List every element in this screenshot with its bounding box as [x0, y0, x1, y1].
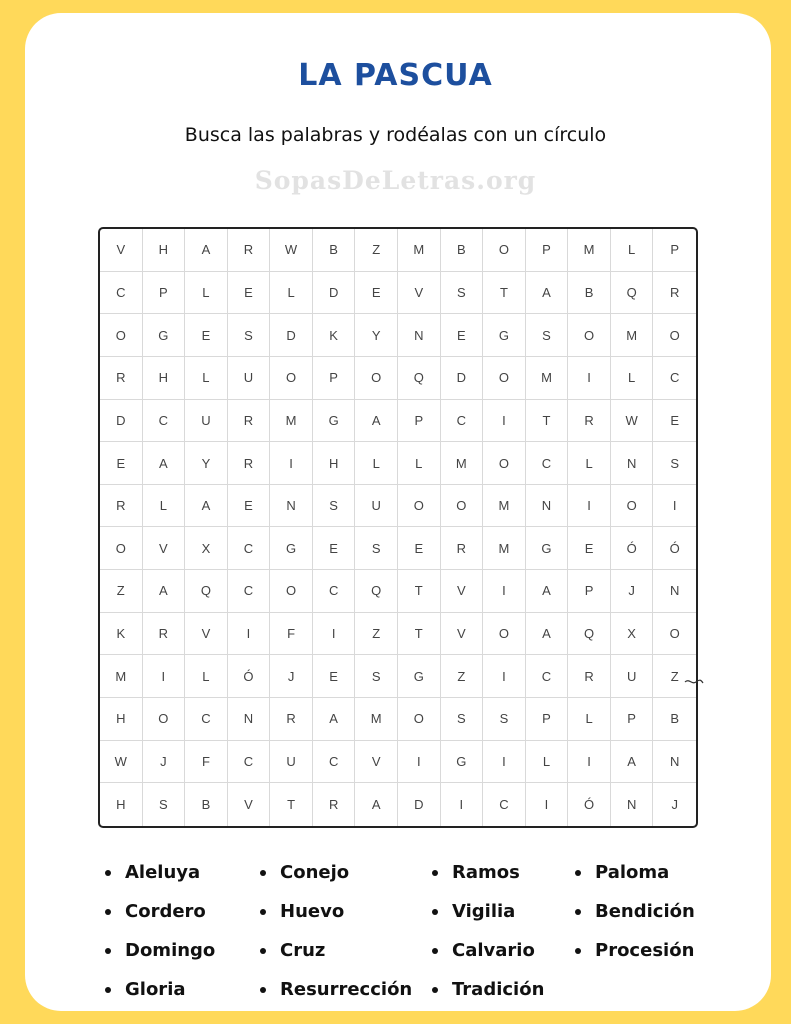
grid-cell[interactable]: P: [526, 698, 569, 741]
grid-cell[interactable]: E: [568, 527, 611, 570]
grid-cell[interactable]: Q: [185, 570, 228, 613]
grid-cell[interactable]: M: [483, 527, 526, 570]
grid-cell[interactable]: K: [100, 613, 143, 656]
grid-cell[interactable]: D: [398, 783, 441, 826]
grid-cell[interactable]: X: [611, 613, 654, 656]
grid-cell[interactable]: P: [653, 229, 696, 272]
grid-cell[interactable]: S: [483, 698, 526, 741]
bullet-icon: [575, 870, 581, 876]
grid-cell[interactable]: R: [568, 655, 611, 698]
grid-cell[interactable]: C: [313, 570, 356, 613]
grid-cell[interactable]: T: [270, 783, 313, 826]
grid-cell[interactable]: I: [143, 655, 186, 698]
grid-cell[interactable]: I: [483, 400, 526, 443]
grid-cell[interactable]: R: [143, 613, 186, 656]
grid-cell[interactable]: A: [143, 570, 186, 613]
grid-cell[interactable]: K: [313, 314, 356, 357]
word-label: Domingo: [125, 940, 216, 961]
grid-cell[interactable]: C: [526, 442, 569, 485]
word-column: [575, 853, 695, 970]
grid-cell[interactable]: J: [143, 741, 186, 784]
bullet-icon: [260, 870, 266, 876]
grid-cell[interactable]: L: [568, 698, 611, 741]
grid-cell[interactable]: S: [228, 314, 271, 357]
word-label: Cordero: [125, 901, 206, 922]
grid-cell[interactable]: S: [441, 272, 484, 315]
grid-cell[interactable]: I: [483, 655, 526, 698]
grid-cell[interactable]: C: [228, 741, 271, 784]
grid-cell[interactable]: Q: [568, 613, 611, 656]
word-item: [432, 931, 544, 970]
grid-cell[interactable]: P: [526, 229, 569, 272]
bullet-icon: [105, 870, 111, 876]
grid-cell[interactable]: W: [611, 400, 654, 443]
word-item: [575, 892, 695, 931]
grid-cell[interactable]: M: [526, 357, 569, 400]
word-column: [432, 853, 544, 1009]
page-title: LA PASCUA: [298, 58, 493, 93]
grid-cell[interactable]: N: [398, 314, 441, 357]
grid-cell[interactable]: H: [100, 783, 143, 826]
word-item: [260, 853, 412, 892]
grid-cell[interactable]: I: [568, 357, 611, 400]
grid-cell[interactable]: N: [653, 570, 696, 613]
bullet-icon: [260, 909, 266, 915]
word-item: [260, 931, 412, 970]
grid-cell[interactable]: G: [441, 741, 484, 784]
grid-cell[interactable]: W: [270, 229, 313, 272]
word-label: Calvario: [452, 940, 535, 961]
grid-cell[interactable]: C: [483, 783, 526, 826]
grid-cell[interactable]: D: [100, 400, 143, 443]
grid-cell[interactable]: I: [568, 485, 611, 528]
grid-cell[interactable]: J: [611, 570, 654, 613]
grid-cell[interactable]: V: [441, 570, 484, 613]
grid-cell[interactable]: E: [313, 655, 356, 698]
grid-cell[interactable]: G: [270, 527, 313, 570]
grid-cell[interactable]: Z: [355, 229, 398, 272]
grid-cell[interactable]: M: [270, 400, 313, 443]
grid-cell[interactable]: I: [313, 613, 356, 656]
grid-cell[interactable]: L: [270, 272, 313, 315]
grid-cell[interactable]: R: [228, 400, 271, 443]
grid-cell[interactable]: L: [185, 655, 228, 698]
word-column: [105, 853, 215, 1009]
grid-cell[interactable]: B: [441, 229, 484, 272]
bullet-icon: [432, 909, 438, 915]
grid-cell[interactable]: C: [100, 272, 143, 315]
grid-cell[interactable]: H: [100, 698, 143, 741]
word-label: Cruz: [280, 940, 326, 961]
grid-cell[interactable]: C: [526, 655, 569, 698]
grid-cell[interactable]: C: [228, 527, 271, 570]
grid-cell[interactable]: T: [483, 272, 526, 315]
grid-cell[interactable]: M: [355, 698, 398, 741]
grid-cell[interactable]: A: [526, 570, 569, 613]
watermark: SopasDeLetras.org: [254, 166, 537, 195]
grid-cell[interactable]: U: [611, 655, 654, 698]
grid-cell[interactable]: E: [228, 485, 271, 528]
grid-cell[interactable]: O: [568, 314, 611, 357]
grid-cell[interactable]: R: [568, 400, 611, 443]
word-item: [432, 892, 544, 931]
bullet-icon: [575, 948, 581, 954]
grid-cell[interactable]: M: [100, 655, 143, 698]
grid-cell[interactable]: J: [270, 655, 313, 698]
grid-cell[interactable]: C: [653, 357, 696, 400]
grid-cell[interactable]: V: [228, 783, 271, 826]
bullet-icon: [432, 870, 438, 876]
grid-cell[interactable]: L: [143, 485, 186, 528]
grid-cell[interactable]: R: [270, 698, 313, 741]
grid-cell[interactable]: I: [441, 783, 484, 826]
grid-cell[interactable]: C: [441, 400, 484, 443]
grid-cell[interactable]: O: [270, 357, 313, 400]
grid-cell[interactable]: U: [270, 741, 313, 784]
grid-cell[interactable]: W: [100, 741, 143, 784]
grid-cell[interactable]: O: [653, 314, 696, 357]
grid-cell[interactable]: A: [526, 613, 569, 656]
grid-cell[interactable]: N: [228, 698, 271, 741]
grid-cell[interactable]: V: [398, 272, 441, 315]
grid-cell[interactable]: R: [228, 229, 271, 272]
grid-cell[interactable]: A: [355, 400, 398, 443]
grid-cell[interactable]: C: [185, 698, 228, 741]
grid-cell[interactable]: I: [653, 485, 696, 528]
word-item: [432, 853, 544, 892]
grid-cell[interactable]: I: [398, 741, 441, 784]
grid-cell[interactable]: G: [313, 400, 356, 443]
grid-cell[interactable]: Ó: [653, 527, 696, 570]
grid-cell[interactable]: Y: [355, 314, 398, 357]
grid-cell[interactable]: P: [611, 698, 654, 741]
grid-cell[interactable]: E: [441, 314, 484, 357]
grid-cell[interactable]: R: [653, 272, 696, 315]
bullet-icon: [432, 948, 438, 954]
grid-cell[interactable]: E: [100, 442, 143, 485]
grid-cell[interactable]: S: [441, 698, 484, 741]
grid-cell[interactable]: F: [185, 741, 228, 784]
grid-cell[interactable]: L: [185, 357, 228, 400]
grid-cell[interactable]: E: [313, 527, 356, 570]
grid-cell[interactable]: A: [313, 698, 356, 741]
grid-cell[interactable]: S: [313, 485, 356, 528]
grid-cell[interactable]: A: [185, 229, 228, 272]
grid-cell[interactable]: J: [671, 797, 678, 813]
grid-cell[interactable]: O: [483, 229, 526, 272]
grid-cell[interactable]: I: [228, 613, 271, 656]
bullet-icon: [105, 948, 111, 954]
grid-cell[interactable]: O: [270, 570, 313, 613]
grid-cell[interactable]: I: [568, 741, 611, 784]
grid-cell[interactable]: S: [143, 783, 186, 826]
grid-cell[interactable]: L: [526, 741, 569, 784]
word-label: Resurrección: [280, 979, 413, 1000]
grid-cell[interactable]: T: [398, 570, 441, 613]
grid-cell[interactable]: O: [483, 613, 526, 656]
word-item: [432, 970, 544, 1009]
word-label: Tradición: [452, 979, 545, 1000]
letter-grid: [98, 227, 698, 828]
grid-cell[interactable]: X: [185, 527, 228, 570]
grid-cell[interactable]: F: [270, 613, 313, 656]
grid-cell[interactable]: L: [611, 229, 654, 272]
word-item: [575, 931, 695, 970]
grid-cell[interactable]: P: [313, 357, 356, 400]
grid-cell[interactable]: O: [483, 357, 526, 400]
grid-cell[interactable]: N: [526, 485, 569, 528]
grid-cell[interactable]: L: [355, 442, 398, 485]
grid-cell[interactable]: V: [143, 527, 186, 570]
bullet-icon: [260, 948, 266, 954]
grid-cell[interactable]: D: [441, 357, 484, 400]
grid-cell[interactable]: Z: [100, 570, 143, 613]
word-list: [105, 853, 755, 1013]
grid-cell[interactable]: O: [483, 442, 526, 485]
grid-cell[interactable]: B: [568, 272, 611, 315]
grid-cell[interactable]: S: [526, 314, 569, 357]
word-item: [575, 853, 695, 892]
grid-cell[interactable]: A: [185, 485, 228, 528]
grid-cell[interactable]: N: [270, 485, 313, 528]
grid-cell[interactable]: G: [526, 527, 569, 570]
word-item: [105, 853, 215, 892]
grid-cell[interactable]: E: [228, 272, 271, 315]
grid-cell[interactable]: B: [653, 698, 696, 741]
word-label: Procesión: [595, 940, 695, 961]
grid-cell[interactable]: M: [483, 485, 526, 528]
bullet-icon: [105, 987, 111, 993]
grid-cell[interactable]: H: [313, 442, 356, 485]
grid-cell[interactable]: E: [355, 272, 398, 315]
grid-cell[interactable]: M: [568, 229, 611, 272]
grid-cell[interactable]: A: [355, 783, 398, 826]
grid-cell[interactable]: A: [526, 272, 569, 315]
grid-cell[interactable]: R: [100, 357, 143, 400]
grid-cell[interactable]: T: [398, 613, 441, 656]
grid-cell[interactable]: I: [483, 741, 526, 784]
grid-cell[interactable]: P: [143, 272, 186, 315]
grid-cell[interactable]: Z: [441, 655, 484, 698]
grid-cell[interactable]: H: [143, 357, 186, 400]
grid-cell[interactable]: O: [611, 485, 654, 528]
grid-cell[interactable]: S: [653, 442, 696, 485]
bullet-icon: [432, 987, 438, 993]
grid-cell[interactable]: Z: [355, 613, 398, 656]
grid-cell[interactable]: I: [526, 783, 569, 826]
grid-cell[interactable]: G: [483, 314, 526, 357]
grid-cell[interactable]: A: [143, 442, 186, 485]
grid-cell[interactable]: U: [355, 485, 398, 528]
grid-cell[interactable]: G: [143, 314, 186, 357]
grid-cell[interactable]: N: [611, 783, 654, 826]
grid-cell[interactable]: A: [611, 741, 654, 784]
grid-cell[interactable]: H: [143, 229, 186, 272]
grid-cell[interactable]: O: [355, 357, 398, 400]
grid-cell[interactable]: D: [270, 314, 313, 357]
grid-cell[interactable]: P: [398, 400, 441, 443]
grid-cell[interactable]: Ó: [568, 783, 611, 826]
grid-cell[interactable]: E: [398, 527, 441, 570]
grid-cell[interactable]: O: [100, 527, 143, 570]
grid-cell[interactable]: O: [143, 698, 186, 741]
grid-cell[interactable]: E: [185, 314, 228, 357]
word-column: [260, 853, 412, 1009]
grid-cell[interactable]: E: [653, 400, 696, 443]
grid-cell[interactable]: O: [398, 698, 441, 741]
bullet-icon: [575, 909, 581, 915]
grid-cell[interactable]: O: [441, 485, 484, 528]
grid-cell[interactable]: Q: [355, 570, 398, 613]
grid-cell[interactable]: B: [313, 229, 356, 272]
grid-cell[interactable]: R: [100, 485, 143, 528]
bullet-icon: [105, 909, 111, 915]
grid-cell[interactable]: L: [398, 442, 441, 485]
grid-cell[interactable]: S: [355, 527, 398, 570]
grid-cell[interactable]: S: [355, 655, 398, 698]
grid-cell[interactable]: C: [313, 741, 356, 784]
grid-cell[interactable]: R: [228, 442, 271, 485]
grid-cell[interactable]: P: [568, 570, 611, 613]
grid-cell[interactable]: O: [398, 485, 441, 528]
grid-cell[interactable]: G: [398, 655, 441, 698]
grid-cell[interactable]: V: [100, 229, 143, 272]
word-item: [105, 970, 215, 1009]
grid-cell[interactable]: B: [185, 783, 228, 826]
word-label: Aleluya: [125, 862, 201, 883]
word-label: Conejo: [280, 862, 350, 883]
grid-cell[interactable]: M: [611, 314, 654, 357]
grid-cell[interactable]: M: [398, 229, 441, 272]
grid-cell[interactable]: V: [355, 741, 398, 784]
grid-cell[interactable]: I: [483, 570, 526, 613]
word-label: Vigilia: [452, 901, 516, 922]
grid-cell[interactable]: N: [611, 442, 654, 485]
word-label: Paloma: [595, 862, 670, 883]
instructions: Busca las palabras y rodéalas con un círculo: [184, 124, 607, 146]
grid-cell[interactable]: U: [185, 400, 228, 443]
grid-cell[interactable]: Z: [653, 655, 696, 698]
pen-stroke-mark: [684, 676, 704, 688]
grid-cell[interactable]: Ó: [611, 527, 654, 570]
grid-cell[interactable]: N: [653, 741, 696, 784]
word-item: [260, 892, 412, 931]
grid-cell[interactable]: D: [313, 272, 356, 315]
grid-cell[interactable]: M: [441, 442, 484, 485]
grid-cell[interactable]: I: [270, 442, 313, 485]
grid-cell[interactable]: O: [100, 314, 143, 357]
grid-cell[interactable]: C: [228, 570, 271, 613]
word-item: [260, 970, 412, 1009]
word-label: Huevo: [280, 901, 345, 922]
grid-cell[interactable]: U: [228, 357, 271, 400]
word-label: Gloria: [125, 979, 186, 1000]
grid-cell[interactable]: Ó: [228, 655, 271, 698]
grid-cell[interactable]: V: [441, 613, 484, 656]
grid-cell[interactable]: C: [143, 400, 186, 443]
word-item: [105, 892, 215, 931]
grid-cell[interactable]: T: [526, 400, 569, 443]
grid-cell[interactable]: L: [611, 357, 654, 400]
word-label: Bendición: [595, 901, 695, 922]
word-label: Ramos: [452, 862, 520, 883]
word-item: [105, 931, 215, 970]
grid-cell[interactable]: Y: [185, 442, 228, 485]
grid-cell[interactable]: O: [653, 613, 696, 656]
grid-cell[interactable]: L: [185, 272, 228, 315]
grid-cell[interactable]: Q: [398, 357, 441, 400]
bullet-icon: [260, 987, 266, 993]
grid-cell[interactable]: R: [313, 783, 356, 826]
grid-cell[interactable]: R: [441, 527, 484, 570]
grid-cell[interactable]: V: [185, 613, 228, 656]
grid-cell[interactable]: Q: [611, 272, 654, 315]
grid-cell[interactable]: L: [568, 442, 611, 485]
